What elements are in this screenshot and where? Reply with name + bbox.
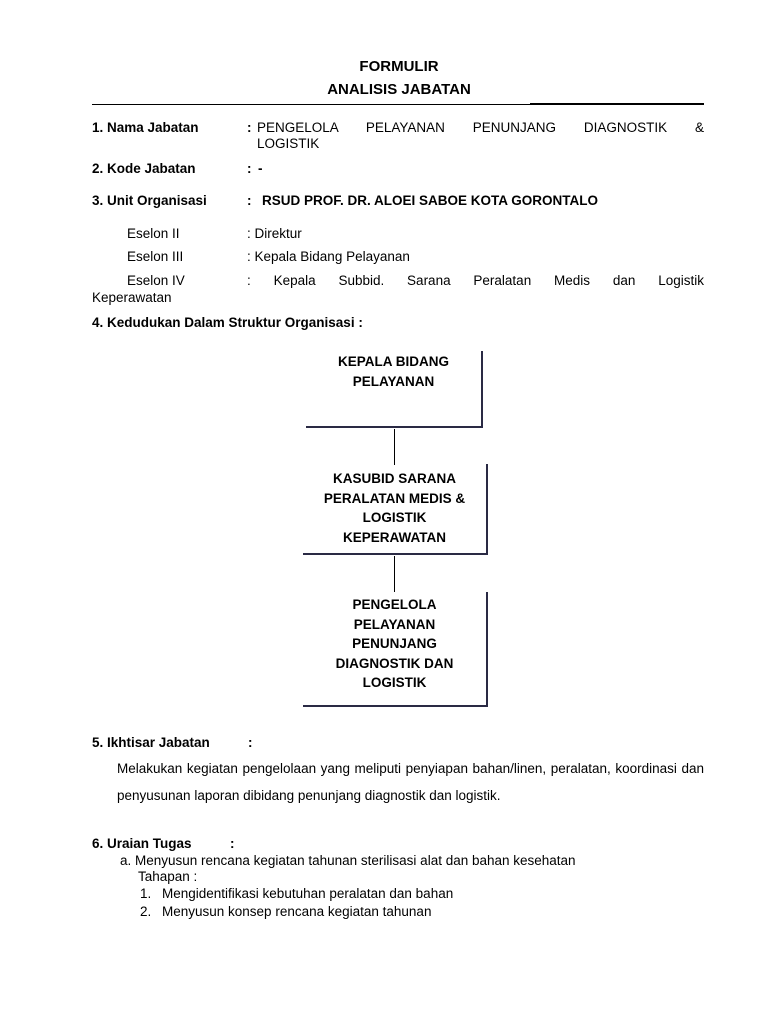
org-box-line: KASUBID SARANA bbox=[332, 471, 456, 486]
uraian-heading: 6. Uraian Tugas bbox=[92, 836, 192, 851]
org-box-line: LOGISTIK bbox=[362, 510, 427, 525]
uraian-step-text: Mengidentifikasi kebutuhan peralatan dan bahan bbox=[162, 886, 454, 901]
form-subtitle: ANALISIS JABATAN bbox=[327, 81, 471, 98]
org-box-line: KEPERAWATAN bbox=[342, 529, 446, 545]
uraian-step-num: 2. bbox=[140, 904, 152, 919]
org-box-line: PERALATAN MEDIS & bbox=[323, 490, 466, 506]
nama-jabatan-colon: : bbox=[247, 120, 252, 135]
org-box-line: LOGISTIK bbox=[362, 675, 427, 690]
kode-jabatan-value: - bbox=[258, 161, 263, 176]
kode-jabatan-label: 2. Kode Jabatan bbox=[92, 161, 196, 176]
org-box-kasubid bbox=[303, 464, 488, 555]
eselon4-value-line2: Keperawatan bbox=[92, 290, 172, 305]
eselon2-value: : Direktur bbox=[247, 226, 302, 241]
org-box-line: PENUNJANG bbox=[352, 636, 437, 651]
unit-organisasi-colon: : bbox=[247, 193, 252, 208]
uraian-step-num: 1. bbox=[140, 886, 152, 901]
ikhtisar-text: Melakukan kegiatan pengelolaan yang meliputi penyiapan bahan/linen, peralatan, koordinasi dan penyusunan laporan dibidang penunjang diagnostik dan logistik. bbox=[117, 761, 704, 803]
uraian-colon: : bbox=[230, 836, 235, 851]
eselon3-value: : Kepala Bidang Pelayanan bbox=[247, 249, 410, 264]
nama-jabatan-value-line2: LOGISTIK bbox=[257, 136, 320, 151]
org-connector bbox=[394, 556, 395, 592]
org-box-line: DIAGNOSTIK DAN bbox=[335, 655, 454, 671]
eselon3-label: Eselon III bbox=[127, 249, 184, 264]
form-title: FORMULIR bbox=[359, 58, 439, 75]
ikhtisar-heading: 5. Ikhtisar Jabatan bbox=[92, 735, 210, 750]
eselon4-value-line1: : Kepala Subbid. Sarana Peralatan Medis dan Logistik bbox=[247, 273, 704, 288]
uraian-tahapan: Tahapan : bbox=[138, 869, 198, 884]
unit-organisasi-value: RSUD PROF. DR. ALOEI SABOE KOTA GORONTALO bbox=[262, 193, 599, 208]
org-box-line: PENGELOLA bbox=[352, 597, 437, 612]
ikhtisar-colon: : bbox=[248, 735, 253, 750]
eselon2-label: Eselon II bbox=[127, 226, 180, 241]
org-connector bbox=[394, 429, 395, 465]
org-box-kepala-bidang bbox=[306, 351, 483, 428]
org-box-line: PELAYANAN bbox=[352, 373, 435, 389]
org-box-line: PELAYANAN bbox=[353, 616, 436, 632]
kode-jabatan-colon: : bbox=[247, 161, 252, 176]
uraian-item-a: a. Menyusun rencana kegiatan tahunan sterilisasi alat dan bahan kesehatan bbox=[120, 853, 576, 868]
eselon4-label: Eselon IV bbox=[127, 273, 185, 288]
nama-jabatan-label: 1. Nama Jabatan bbox=[92, 120, 199, 135]
kedudukan-heading: 4. Kedudukan Dalam Struktur Organisasi : bbox=[92, 315, 363, 330]
uraian-step-text: Menyusun konsep rencana kegiatan tahunan bbox=[162, 904, 432, 919]
title-underline bbox=[92, 104, 704, 105]
org-box-line: KEPALA BIDANG bbox=[338, 354, 449, 369]
unit-organisasi-label: 3. Unit Organisasi bbox=[92, 193, 207, 208]
nama-jabatan-value-line1: PENGELOLA PELAYANAN PENUNJANG DIAGNOSTIK & bbox=[257, 120, 704, 135]
org-box-pengelola bbox=[303, 592, 488, 707]
